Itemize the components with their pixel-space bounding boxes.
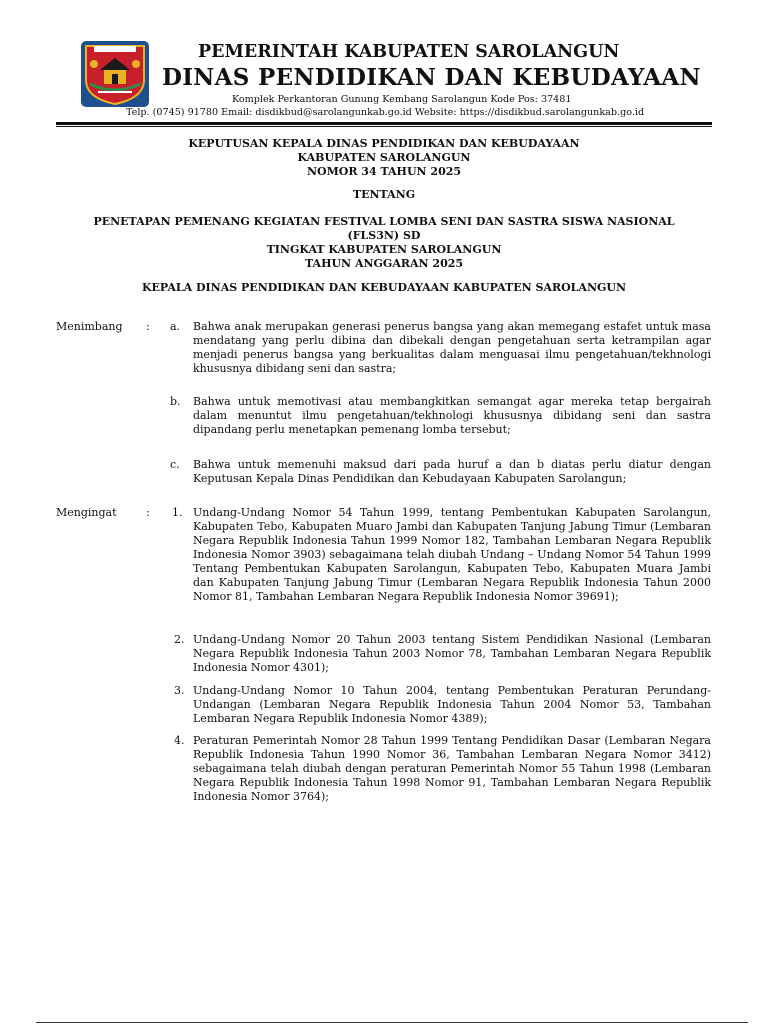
page-bottom-edge	[36, 1022, 748, 1023]
letterhead-rule-thick	[56, 122, 712, 125]
decree-title-line2: KABUPATEN SAROLANGUN	[297, 151, 471, 164]
mengingat-marker-2: 2.	[174, 633, 185, 646]
decree-authority: KEPALA DINAS PENDIDIKAN DAN KEBUDAYAAN KABUPATEN SAROLANGUN	[141, 281, 627, 294]
decree-subject-line2: (FLS3N) SD	[347, 229, 421, 242]
tentang-heading: TENTANG	[352, 188, 416, 201]
decree-subject-line4: TAHUN ANGGARAN 2025	[304, 257, 464, 270]
menimbang-label: Menimbang	[56, 320, 123, 333]
letterhead-address: Komplek Perkantoran Gunung Kembang Sarolangun Kode Pos: 37481	[232, 94, 572, 105]
decree-subject-line1: PENETAPAN PEMENANG KEGIATAN FESTIVAL LOMBA SENI DAN SASTRA SISWA NASIONAL	[93, 215, 675, 228]
letterhead-government-name: PEMERINTAH KABUPATEN SAROLANGUN	[198, 42, 620, 62]
mengingat-item-1: Undang-Undang Nomor 54 Tahun 1999, tentang Pembentukan Kabupaten Sarolangun, Kabupaten Tebo, Kabupaten Muaro Jambi dan Kabupaten Tanjung Jabung Timur (Lembaran Negara Republik Indonesia Tahun 1999 Nomor 182, Tambahan Lembaran Negara Republik Indonesia Nomor 3903) sebagaimana telah diubah Undang – Undang Nomor 54 Tahun 1999 Tentang Pembentukan Kabupaten Sarolangun, Kabupaten Tebo, Kabupaten Muara Jambi dan Kabupaten Tanjung Jabung Timur (Lembaran Negara Republik Indonesia Tahun 2000 Nomor 81, Tambahan Lembaran Negara Republik Indonesia Nomor 39691);	[193, 506, 711, 603]
menimbang-item-b: Bahwa untuk memotivasi atau membangkitkan semangat agar mereka tetap bergairah dalam menuntut ilmu pengetahuan/tekhnologi khususnya dibidang seni dan sastra dipandang perlu menetapkan pemenang lomba tersebut;	[193, 395, 711, 436]
regency-emblem-logo	[80, 40, 150, 108]
letterhead-agency-name: DINAS PENDIDIKAN DAN KEBUDAYAAN	[162, 64, 701, 91]
menimbang-marker-c: c.	[170, 458, 180, 471]
letterhead-contact: Telp. (0745) 91780 Email: disdikbud@sarolangunkab.go.id Website: https://disdikbud.sarolangunkab.go.id	[126, 107, 645, 118]
mengingat-colon: :	[146, 506, 150, 519]
mengingat-item-2: Undang-Undang Nomor 20 Tahun 2003 tentang Sistem Pendidikan Nasional (Lembaran Negara Republik Indonesia Tahun 2003 Nomor 78, Tambahan Lembaran Negara Republik Indonesia Nomor 4301);	[193, 633, 711, 674]
mengingat-label: Mengingat	[56, 506, 117, 519]
menimbang-item-a: Bahwa anak merupakan generasi penerus bangsa yang akan memegang estafet untuk masa mendatang yang perlu dibina dan dibekali dengan pengetahuan serta ketrampilan agar menjadi penerus bangsa yang berkualitas dalam menguasai ilmu pengetahuan/tekhnologi khususnya dibidang seni dan sastra;	[193, 320, 711, 375]
mengingat-item-4: Peraturan Pemerintah Nomor 28 Tahun 1999 Tentang Pendidikan Dasar (Lembaran Negara Republik Indonesia Tahun 1990 Nomor 36, Tambahan Lembaran Negara Nomor 3412) sebagaimana telah diubah dengan peraturan Pemerintah Nomor 55 Tahun 1998 (Lembaran Negara Republik Indonesia Tahun 1998 Nomor 91, Tambahan Lembaran Negara Republik Indonesia Nomor 3764);	[193, 734, 711, 803]
mengingat-marker-4: 4.	[174, 734, 185, 747]
menimbang-marker-b: b.	[170, 395, 181, 408]
menimbang-marker-a: a.	[170, 320, 181, 333]
decree-title-line1: KEPUTUSAN KEPALA DINAS PENDIDIKAN DAN KEBUDAYAAN	[188, 137, 580, 150]
mengingat-marker-3: 3.	[174, 684, 185, 697]
decree-subject-line3: TINGKAT KABUPATEN SAROLANGUN	[266, 243, 502, 256]
mengingat-item-3: Undang-Undang Nomor 10 Tahun 2004, tentang Pembentukan Peraturan Perundang-Undangan (Lembaran Negara Republik Indonesia Tahun 2004 Nomor 53, Tambahan Lembaran Negara Republik Indonesia Nomor 4389);	[193, 684, 711, 725]
letterhead-rule-thin	[56, 126, 712, 127]
decree-number: NOMOR 34 TAHUN 2025	[306, 165, 462, 178]
decree-subject	[0, 215, 768, 271]
decree-title	[0, 137, 768, 179]
menimbang-item-c: Bahwa untuk memenuhi maksud dari pada huruf a dan b diatas perlu diatur dengan Keputusan Kepala Dinas Pendidikan dan Kebudayaan Kabupaten Sarolangun;	[193, 458, 711, 485]
menimbang-colon: :	[146, 320, 150, 333]
mengingat-marker-1: 1.	[172, 506, 183, 519]
